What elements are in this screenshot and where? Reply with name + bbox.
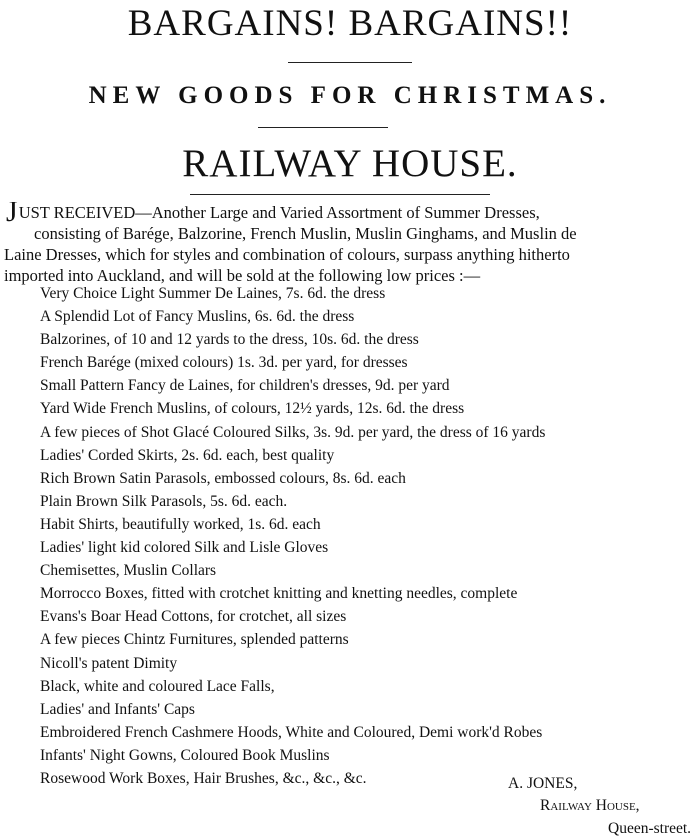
list-item: Chemisettes, Muslin Collars (40, 562, 217, 580)
list-item: Morrocco Boxes, fitted with crotchet knitting and knetting needles, complete (40, 585, 518, 603)
list-item: Nicoll's patent Dimity (40, 654, 178, 672)
list-item: Ladies' light kid colored Silk and Lisle Gloves (40, 539, 329, 557)
list-item: Black, white and coloured Lace Falls, (40, 677, 275, 695)
intro-paragraph (4, 202, 698, 286)
divider-rule (190, 194, 490, 195)
list-item: Habit Shirts, beautifully worked, 1s. 6d. each (40, 515, 321, 533)
list-item: Ladies' Corded Skirts, 2s. 6d. each, best quality (40, 446, 335, 464)
signature-street: Queen-street. (608, 820, 692, 837)
list-item: Plain Brown Silk Parasols, 5s. 6d. each. (40, 492, 288, 510)
intro-line (4, 202, 698, 223)
list-item: Balzorines, of 10 and 12 yards to the dress, 10s. 6d. the dress (40, 331, 419, 349)
list-item: Yard Wide French Muslins, of colours, 12½ yards, 12s. 6d. the dress (40, 400, 465, 418)
list-item: Rich Brown Satin Parasols, embossed colours, 8s. 6d. each (40, 469, 406, 487)
list-item: A few pieces of Shot Glacé Coloured Silks, 3s. 9d. per yard, the dress of 16 yards (40, 423, 546, 441)
list-item: Very Choice Light Summer De Laines, 7s. 6d. the dress (40, 285, 386, 302)
intro-line: consisting of Barége, Balzorine, French Muslin, Muslin Ginghams, and Muslin de (34, 224, 577, 243)
signature-house: Railway House, (540, 797, 640, 814)
intro-line: Laine Dresses, which for styles and combination of colours, surpass anything hitherto (4, 245, 570, 264)
list-item: Rosewood Work Boxes, Hair Brushes, &c., &c., &c. (40, 769, 367, 787)
list-item: A few pieces Chintz Furnitures, splended patterns (40, 631, 349, 649)
headline-new-goods: NEW GOODS FOR CHRISTMAS. (88, 82, 612, 109)
list-item: Small Pattern Fancy de Laines, for children's dresses, 9d. per yard (40, 377, 450, 395)
drop-cap: J (6, 202, 18, 223)
list-item: Embroidered French Cashmere Hoods, White and Coloured, Demi work'd Robes (40, 723, 543, 741)
list-item: A Splendid Lot of Fancy Muslins, 6s. 6d. the dress (40, 308, 355, 326)
headline-bargains: BARGAINS! BARGAINS!! (127, 3, 573, 44)
list-item: Evans's Boar Head Cottons, for crotchet, all sizes (40, 608, 347, 626)
headline-railway-house: RAILWAY HOUSE. (182, 142, 518, 185)
signature-name: A. JONES, (508, 775, 578, 792)
divider-rule (288, 62, 412, 63)
intro-line: imported into Auckland, and will be sold at the following low prices :— (4, 266, 481, 285)
list-item: Infants' Night Gowns, Coloured Book Muslins (40, 746, 330, 764)
list-item: French Barége (mixed colours) 1s. 3d. per yard, for dresses (40, 354, 408, 372)
intro-text: UST RECEIVED—Another Large and Varied Assortment of Summer Dresses, (18, 203, 540, 222)
divider-rule (258, 127, 388, 128)
list-item: Ladies' and Infants' Caps (40, 700, 195, 718)
price-list (40, 282, 690, 790)
